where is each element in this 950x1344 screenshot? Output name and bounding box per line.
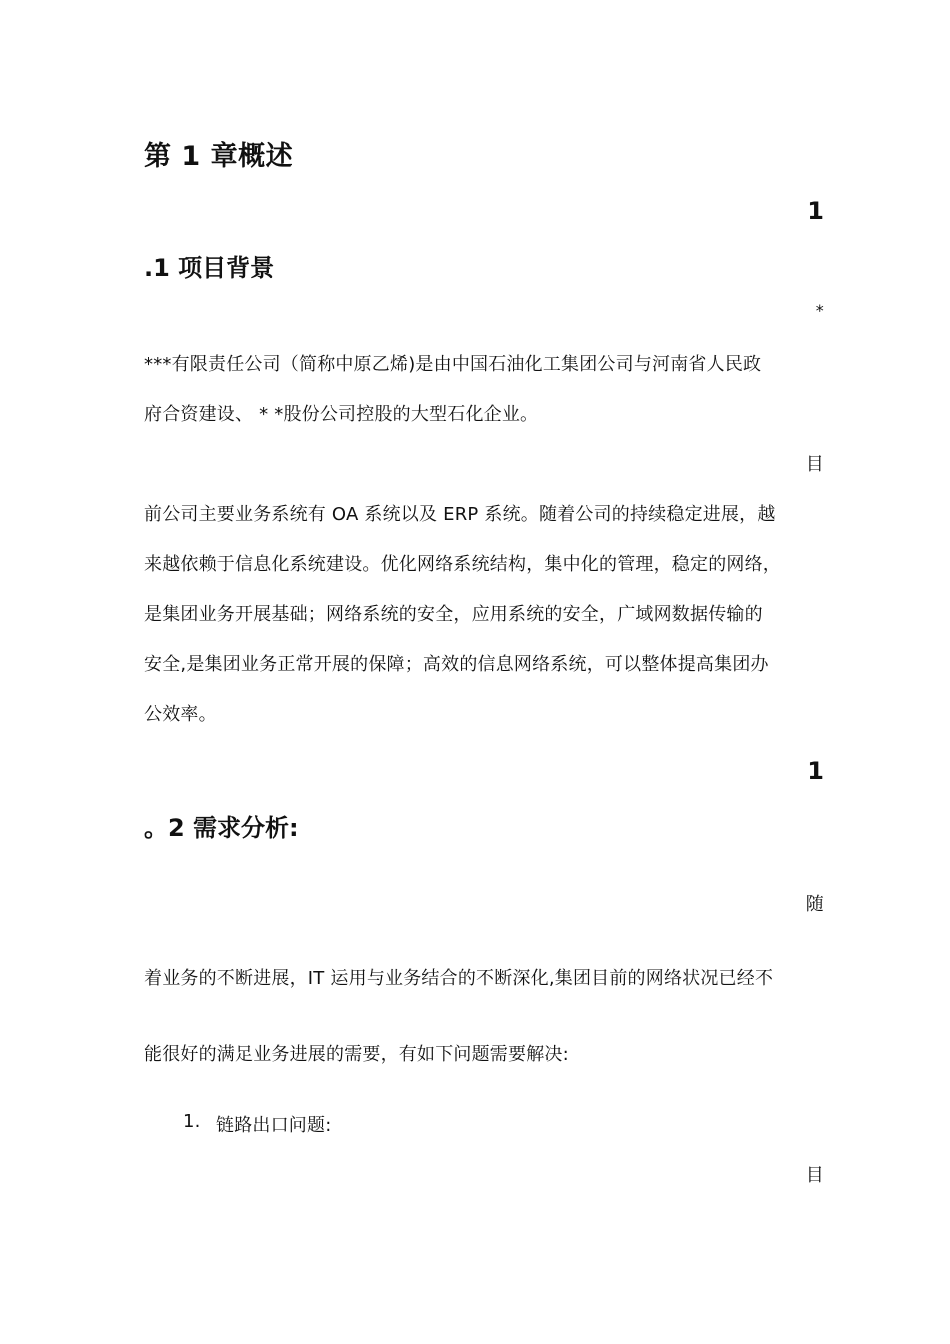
paragraph-lead-fragment: 目 (805, 1165, 824, 1186)
paragraph-line: 前公司主要业务系统有 OA 系统以及 ERP 系统。随着公司的持续稳定进展，越 (144, 504, 776, 525)
chapter-title: 第 1 章概述 (144, 141, 294, 172)
section-title: .1 项目背景 (144, 254, 275, 282)
paragraph-line: 着业务的不断进展，IT 运用与业务结合的不断深化,集团目前的网络状况已经不 (144, 968, 774, 989)
list-item-number: 1. (183, 1111, 201, 1132)
paragraph-line: 府合资建设、 * *股份公司控股的大型石化企业。 (144, 404, 539, 425)
paragraph-line: 是集团业务开展基础；网络系统的安全，应用系统的安全，广域网数据传输的 (144, 604, 763, 625)
section-number-fragment: 1 (807, 757, 824, 785)
paragraph-lead-fragment: * (815, 301, 824, 320)
section-title: 。2 需求分析: (144, 814, 299, 842)
paragraph-lead-fragment: 目 (805, 454, 824, 475)
paragraph-line: 来越依赖于信息化系统建设。优化网络系统结构，集中化的管理，稳定的网络， (144, 554, 781, 575)
paragraph-lead-fragment: 随 (805, 894, 824, 915)
paragraph-line: 能很好的满足业务进展的需要，有如下问题需要解决: (144, 1044, 569, 1065)
paragraph-line: ***有限责任公司（简称中原乙烯)是由中国石油化工集团公司与河南省人民政 (144, 354, 762, 375)
section-number-fragment: 1 (807, 197, 824, 225)
paragraph-line: 公效率。 (144, 704, 217, 725)
list-item: 链路出口问题: (216, 1115, 332, 1136)
paragraph-line: 安全,是集团业务正常开展的保障；高效的信息网络系统，可以整体提高集团办 (144, 654, 769, 675)
